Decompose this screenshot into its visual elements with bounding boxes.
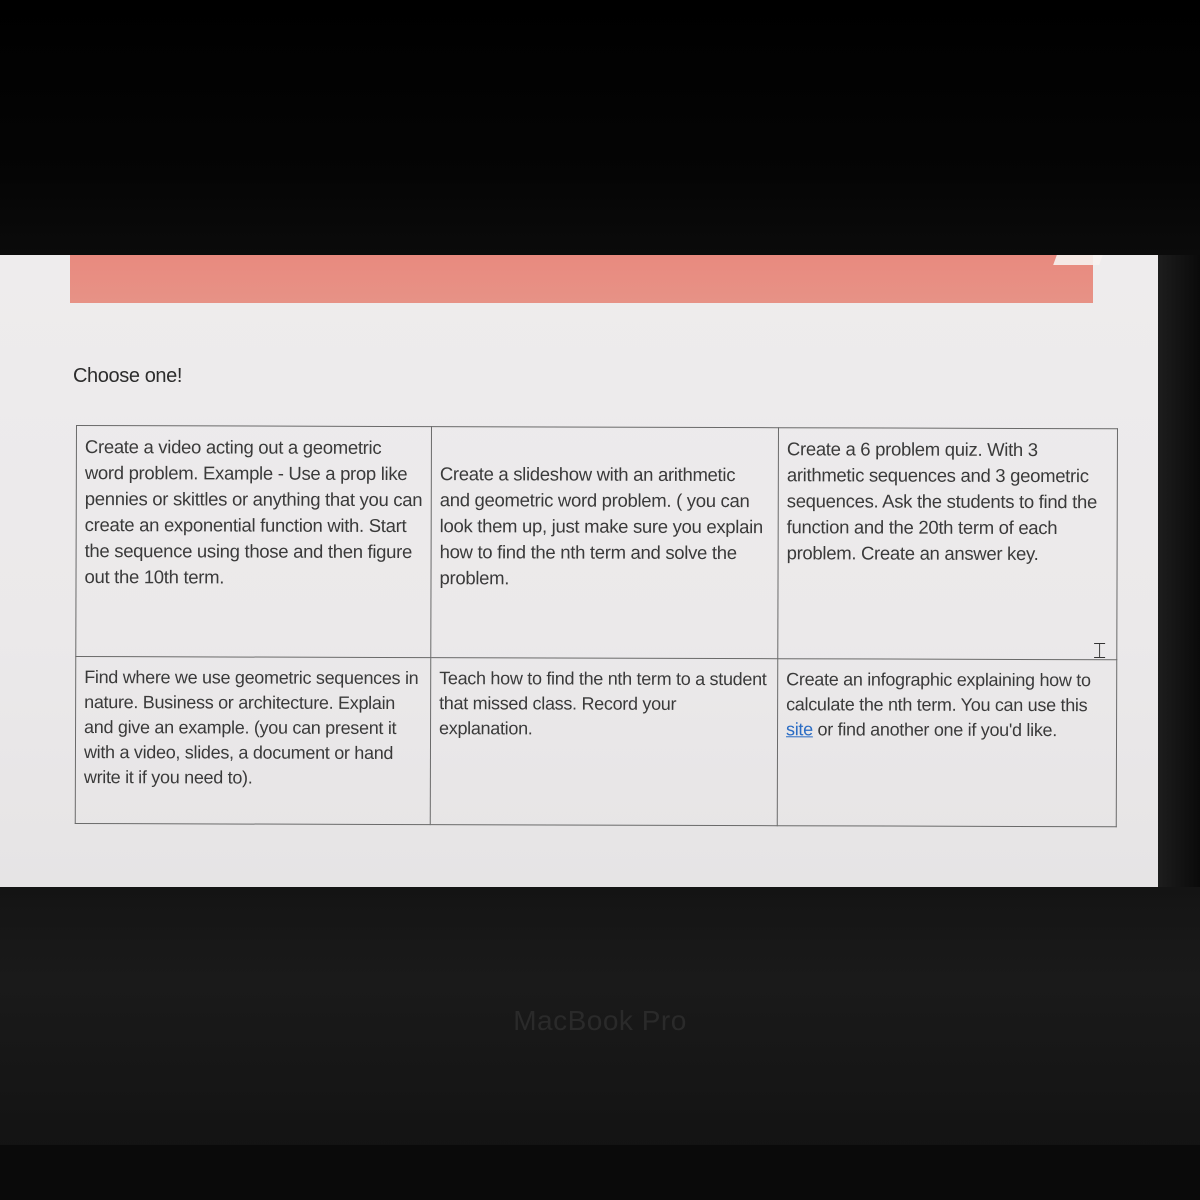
laptop-bezel	[0, 0, 1200, 255]
text-cursor-icon: ⌶	[1093, 638, 1107, 663]
choice-board-table	[75, 425, 1118, 827]
table-cell[interactable]: Teach how to find the nth term to a student that missed class. Record your explanation.	[430, 658, 778, 826]
table-cell[interactable]	[777, 659, 1117, 827]
table-cell[interactable]: Create a video acting out a geometric word problem. Example - Use a prop like pennies or skittles or anything that you can create an exponential function with. Start the sequence using those and then figure out the 10th term.	[76, 426, 432, 658]
laptop-hinge	[0, 1145, 1200, 1200]
table-row	[75, 657, 1117, 827]
site-link[interactable]: site	[786, 719, 813, 740]
document-page	[0, 255, 1158, 887]
page-heading: Choose one!	[73, 365, 183, 387]
cell-text: Create an infographic explaining how to calculate the nth term. You can use this	[786, 669, 1091, 716]
device-label: MacBook Pro	[513, 1005, 687, 1036]
table-cell[interactable]: Create a 6 problem quiz. With 3 arithmetic sequences and 3 geometric sequences. Ask the students to find the function and the 20th term of each problem. Create an answer key.	[778, 428, 1118, 660]
cell-text: or find another one if you'd like.	[812, 719, 1057, 741]
header-banner	[70, 255, 1093, 303]
table-row	[76, 426, 1118, 660]
table-cell[interactable]: Find where we use geometric sequences in nature. Business or architecture. Explain and give an example. (you can present it with a video, slides, a document or hand write it if you need to).	[75, 657, 431, 825]
banner-decoration	[1053, 255, 1103, 265]
table-cell[interactable]: Create a slideshow with an arithmetic and geometric word problem. ( you can look them up, just make sure you explain how to find the nth term and solve the problem.	[431, 427, 779, 659]
screen-edge	[1158, 255, 1200, 887]
